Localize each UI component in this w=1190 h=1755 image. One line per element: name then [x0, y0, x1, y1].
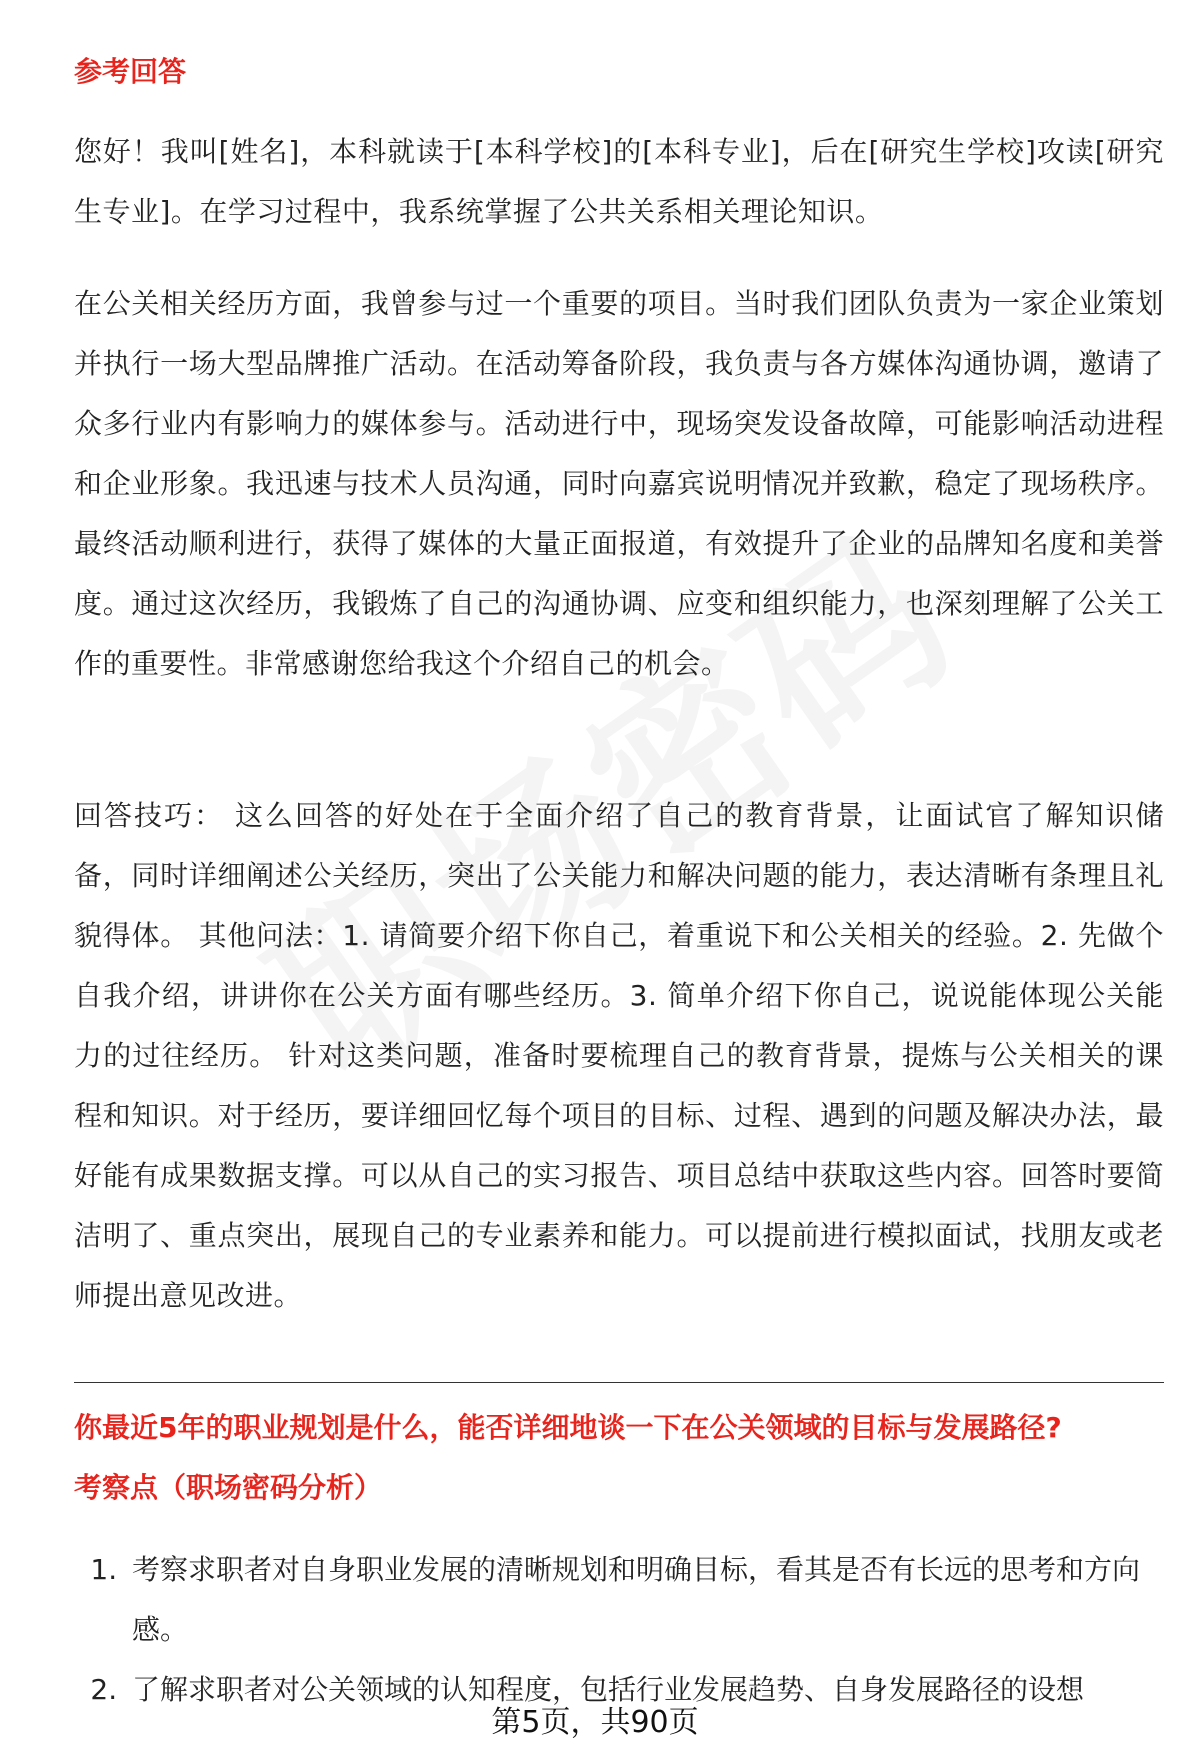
- paragraph-tips: 回答技巧： 这么回答的好处在于全面介绍了自己的教育背景，让面试官了解知识储备，同时详细阐述公关经历，突出了公关能力和解决问题的能力，表达清晰有条理且礼貌得体。 其他问法：1. 请简要介绍下你自己，着重说下和公关相关的经验。2. 先做个自我介绍，讲讲你在公关方面有哪些经历。3. 简单介绍下你自己，说说能体现公关能力的过往经历。 针对这类问题，准备时要梳理自己的教育背景，提炼与公关相关的课程和知识。对于经历，要详细回忆每个项目的目标、过程、遇到的问题及解决办法，最好能有成果数据支撑。可以从自己的实习报告、项目总结中获取这些内容。回答时要简洁明了、重点突出，展现自己的专业素养和能力。可以提前进行模拟面试，找朋友或老师提出意见改进。: [74, 799, 1164, 1312]
- section-heading-reference-answer: 参考回答: [74, 55, 187, 88]
- paragraph-intro: 您好！我叫[姓名]，本科就读于[本科学校]的[本科专业]，后在[研究生学校]攻读[研究生专业]。在学习过程中，我系统掌握了公共关系相关理论知识。: [74, 135, 1164, 228]
- paragraph-experience: 在公关相关经历方面，我曾参与过一个重要的项目。当时我们团队负责为一家企业策划并执行一场大型品牌推广活动。在活动筹备阶段，我负责与各方媒体沟通协调，邀请了众多行业内有影响力的媒体参与。活动进行中，现场突发设备故障，可能影响活动进程和企业形象。我迅速与技术人员沟通，同时向嘉宾说明情况并致歉，稳定了现场秩序。最终活动顺利进行，获得了媒体的大量正面报道，有效提升了企业的品牌知名度和美誉度。通过这次经历，我锻炼了自己的沟通协调、应变和组织能力，也深刻理解了公关工作的重要性。非常感谢您给我这个介绍自己的机会。: [74, 287, 1164, 680]
- question-heading: 你最近5年的职业规划是什么，能否详细地谈一下在公关领域的目标与发展路径?: [74, 1411, 1062, 1444]
- list-item: 2. 了解求职者对公关领域的认知程度，包括行业发展趋势、自身发展路径的设想: [126, 1660, 1164, 1720]
- assessment-subheading: 考察点（职场密码分析）: [74, 1471, 383, 1504]
- section-divider: [74, 1382, 1164, 1383]
- list-item: 1. 考察求职者对自身职业发展的清晰规划和明确目标，看其是否有长远的思考和方向感。: [126, 1540, 1164, 1660]
- assessment-points-list: [74, 1540, 1164, 1720]
- page-number: 第5页，共90页: [491, 1705, 699, 1740]
